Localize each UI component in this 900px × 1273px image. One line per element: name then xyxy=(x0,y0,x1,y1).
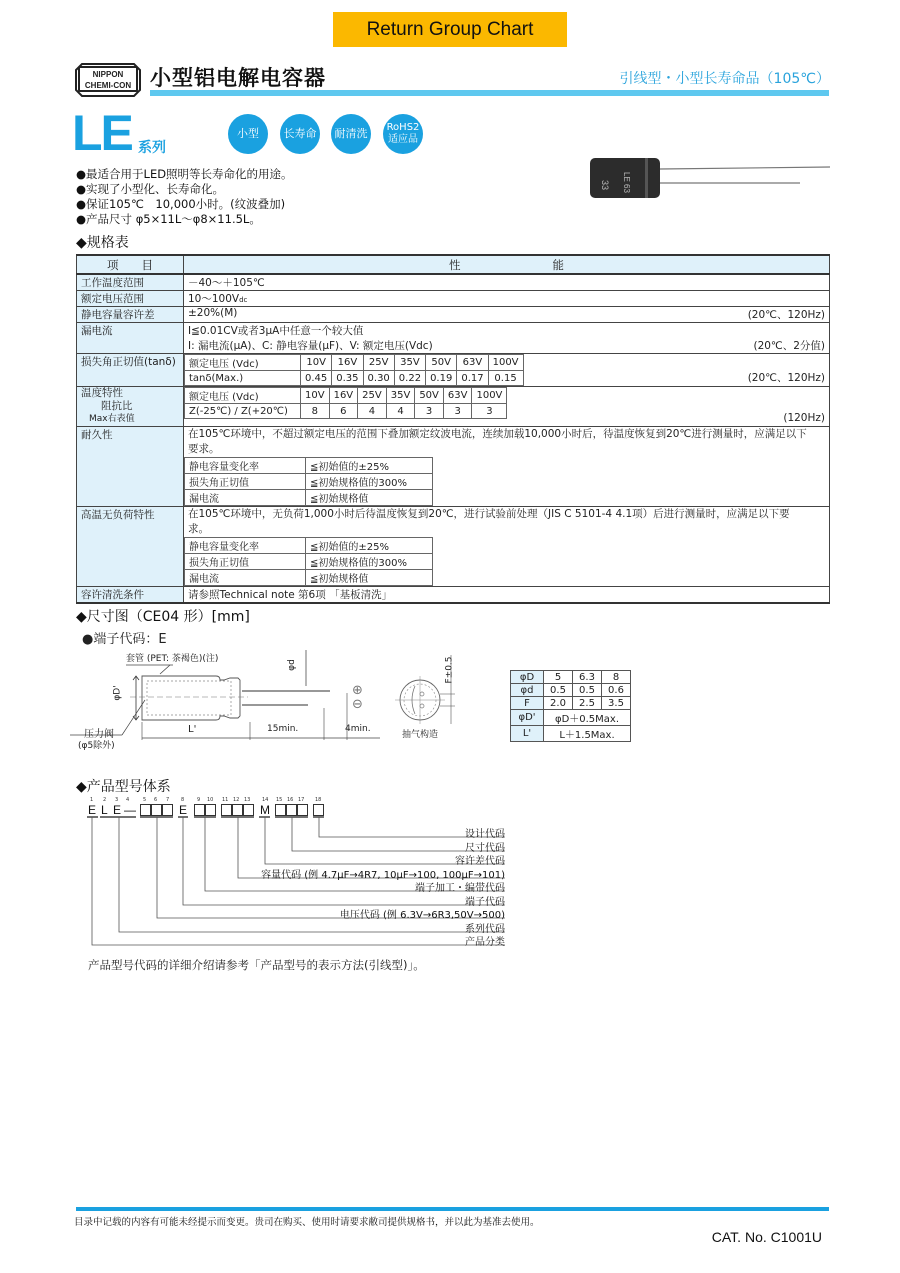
svg-text:33: 33 xyxy=(600,180,610,191)
position-number: 13 xyxy=(244,797,251,803)
cell: 6.3 xyxy=(573,671,602,684)
cell: 0.17 xyxy=(457,371,488,386)
cell: 4 xyxy=(358,404,387,419)
cell: 63V xyxy=(457,355,488,371)
position-number: 3 xyxy=(115,797,119,803)
cell: 50V xyxy=(415,388,444,404)
cell: 16V xyxy=(332,355,363,371)
position-number: 18 xyxy=(315,797,322,803)
cell: 漏电流 xyxy=(185,570,306,586)
row-value xyxy=(184,427,830,507)
cell: 静电容量变化率 xyxy=(185,458,306,474)
shelf-life-text: 在105℃环境中，无负荷1,000小时后待温度恢复到20℃，进行试验前处理（JIS C 5101-4 4.1项）后进行测量时，应满足以下要求。 xyxy=(188,508,790,535)
voltage-range-value: 10～100V xyxy=(188,293,240,305)
return-group-chart-button[interactable]: Return Group Chart xyxy=(333,12,567,47)
vent-note: (φ5除外) xyxy=(78,741,115,751)
lead-length-label: 15min. xyxy=(267,724,299,734)
series-name: LE xyxy=(72,105,132,161)
cell: 8 xyxy=(301,404,330,419)
impedance-ratio-table xyxy=(184,387,507,419)
z-ratio-label: Z(-25℃) / Z(+20℃) xyxy=(185,404,301,419)
page-title: 小型铝电解电容器 xyxy=(150,66,326,90)
position-number: 11 xyxy=(222,797,229,803)
pn-label-taping: 端子加工・编带代码 xyxy=(415,883,505,894)
cell: 10V xyxy=(301,355,332,371)
endurance-text: 在105℃环境中，不超过额定电压的范围下叠加额定纹波电流，连续加载10,000小时后，待温度恢复到20℃进行测量时，应满足以下要求。 xyxy=(188,428,807,455)
cell: φD＋0.5Max. xyxy=(544,710,631,726)
pn-label-capacitance: 容量代码 (例 4.7μF→4R7, 10μF→100, 100μF→101) xyxy=(261,870,505,881)
position-number: 1 xyxy=(90,797,94,803)
body-length-label: L' xyxy=(188,724,197,735)
feature-item: ●最适合用于LED照明等长寿命化的用途。 xyxy=(76,167,293,181)
pn-label-category: 产品分类 xyxy=(465,937,505,948)
condition-note: (120Hz) xyxy=(783,412,825,424)
position-number: 5 xyxy=(143,797,147,803)
cell: φD xyxy=(511,671,544,684)
row-value xyxy=(184,307,830,323)
temp-char-label-3: Max右表值 xyxy=(89,414,135,424)
logo-line-2: CHEMI-CON xyxy=(84,81,132,90)
position-number: 9 xyxy=(197,797,201,803)
f-tolerance-label: F±0.5 xyxy=(444,656,455,684)
tan-delta-table xyxy=(184,354,524,386)
pn-label-terminal: 端子代码 xyxy=(465,897,505,908)
spec-table xyxy=(76,254,830,604)
position-number: 8 xyxy=(181,797,185,803)
condition-note: (20℃、120Hz) xyxy=(747,309,825,321)
part-number-note: 产品型号代码的详细介绍请参考「产品型号的表示方法(引线型)」。 xyxy=(88,958,425,972)
shelf-life-table xyxy=(184,537,433,586)
pn-char-m: M xyxy=(260,803,270,817)
cell: 4 xyxy=(386,404,415,419)
cell: 10V xyxy=(301,388,330,404)
logo-line-1: NIPPON xyxy=(92,70,124,79)
cell: φD' xyxy=(511,710,544,726)
cell: 3 xyxy=(443,404,472,419)
pn-label-voltage: 电压代码 (例 6.3V→6R3,50V→500) xyxy=(339,910,505,921)
cell: 0.5 xyxy=(544,684,573,697)
position-number: 16 xyxy=(287,797,294,803)
badge-compact: 小型 xyxy=(228,114,268,154)
badge-solvent-proof: 耐清洗 xyxy=(331,114,371,154)
pn-char-l: L xyxy=(101,803,108,817)
col-item-header: 项 目 xyxy=(77,255,184,274)
pn-char-dash: — xyxy=(124,803,136,817)
terminal-code: ●端子代码：E xyxy=(82,632,167,647)
tan-voltage-label: 额定电压 (Vdc) xyxy=(185,355,301,371)
row-value xyxy=(184,387,830,427)
row-label: 容许清洗条件 xyxy=(77,587,184,604)
cell: L' xyxy=(511,726,544,742)
logo-text xyxy=(78,66,138,92)
z-voltage-label: 额定电压 (Vdc) xyxy=(185,388,301,404)
cell: F xyxy=(511,697,544,710)
pn-char-e: E xyxy=(179,803,188,817)
cell: 0.30 xyxy=(363,371,394,386)
pn-char-e: E xyxy=(88,803,97,817)
row-label: 工作温度范围 xyxy=(77,274,184,291)
cell: 损失角正切值 xyxy=(185,474,306,490)
cell: 25V xyxy=(363,355,394,371)
row-value xyxy=(184,354,830,387)
leakage-line-1: I≦0.01CV或者3μA中任意一个较大值 xyxy=(188,325,364,337)
position-number: 4 xyxy=(126,797,130,803)
spec-heading: ◆规格表 xyxy=(76,235,129,251)
cell: 0.5 xyxy=(573,684,602,697)
row-value xyxy=(184,323,830,354)
footer-disclaimer: 目录中记载的内容有可能未经提示而变更。贵司在购买、使用时请要求敝司提供规格书，并以此为基准去使用。 xyxy=(74,1217,540,1228)
cell: 0.22 xyxy=(394,371,425,386)
feature-list xyxy=(76,167,293,227)
nippon-chemi-con-logo xyxy=(74,62,142,98)
feature-item: ●实现了小型化、长寿命化。 xyxy=(76,182,225,196)
row-value xyxy=(184,507,830,587)
row-label xyxy=(77,387,184,427)
cell: ≦初始规格值 xyxy=(306,570,433,586)
vent-label: 压力阀 xyxy=(84,729,114,740)
cell: 损失角正切值 xyxy=(185,554,306,570)
pn-label-design: 设计代码 xyxy=(465,829,505,840)
cell: 100V xyxy=(488,355,523,371)
position-number: 17 xyxy=(298,797,305,803)
leakage-line-2: I: 漏电流(μA)、C: 静电容量(μF)、V: 额定电压(Vdc) xyxy=(188,340,433,352)
page-subtitle: 引线型・小型长寿命品（105℃） xyxy=(619,71,830,87)
pn-label-series: 系列代码 xyxy=(465,924,505,935)
row-value: 请参照Technical note 第6项 「基板清洗」 xyxy=(184,587,830,604)
position-number: 6 xyxy=(154,797,158,803)
cell: ≦初始值的±25% xyxy=(306,538,433,554)
cell: 8 xyxy=(602,671,631,684)
body-diameter-label: φD' xyxy=(112,685,123,701)
pn-char-e: E xyxy=(113,803,122,817)
cell: 0.19 xyxy=(426,371,457,386)
position-number: 14 xyxy=(262,797,269,803)
feature-item: ●保证105℃ 10,000小时。(纹波叠加) xyxy=(76,197,286,211)
cell: ≦初始值的±25% xyxy=(306,458,433,474)
position-number: 12 xyxy=(233,797,240,803)
catalog-number: CAT. No. C1001U xyxy=(711,1229,822,1245)
feature-item: ●产品尺寸 φ5×11L～φ8×11.5L。 xyxy=(76,212,261,226)
position-number: 15 xyxy=(276,797,283,803)
cell: L＋1.5Max. xyxy=(544,726,631,742)
cell: ≦初始规格值的300% xyxy=(306,554,433,570)
condition-note: (20℃、2分值) xyxy=(753,340,825,352)
cell: 5 xyxy=(544,671,573,684)
vent-structure-label: 抽气构造 xyxy=(402,730,439,740)
cell: 16V xyxy=(329,388,358,404)
plus-terminal-icon: ⊕ xyxy=(352,683,363,698)
tan-max-label: tanδ(Max.) xyxy=(185,371,301,386)
sleeve-label: 套管 (PET: 茶褐色)(注) xyxy=(126,654,219,664)
lead-end-label: 4min. xyxy=(345,724,371,734)
pn-label-size: 尺寸代码 xyxy=(465,843,505,854)
row-label: 耐久性 xyxy=(77,427,184,507)
badge-long-life: 长寿命 xyxy=(280,114,320,154)
row-label: 漏电流 xyxy=(77,323,184,354)
cell: 2.5 xyxy=(573,697,602,710)
cell: 0.35 xyxy=(332,371,363,386)
svg-text:LE 63: LE 63 xyxy=(622,172,631,193)
cell: 35V xyxy=(386,388,415,404)
cell: ≦初始规格值 xyxy=(306,490,433,506)
footer-divider xyxy=(76,1207,829,1211)
title-divider xyxy=(150,90,829,96)
row-label: 静电容量容许差 xyxy=(77,307,184,323)
part-number-heading: ◆产品型号体系 xyxy=(76,779,171,795)
pn-label-tolerance: 容许差代码 xyxy=(455,856,505,867)
row-value xyxy=(184,291,830,307)
cap-tol-value: ±20%(M) xyxy=(188,307,238,319)
cell: 漏电流 xyxy=(185,490,306,506)
series-suffix: 系列 xyxy=(138,140,166,156)
badge-rohs2: RoHS2 适应品 xyxy=(383,114,423,154)
cell: 6 xyxy=(329,404,358,419)
row-label: 额定电压范围 xyxy=(77,291,184,307)
cell: 100V xyxy=(472,388,507,404)
cell: 35V xyxy=(394,355,425,371)
col-perf-header: 性 能 xyxy=(184,255,830,274)
cell: 0.45 xyxy=(301,371,332,386)
cell: 0.15 xyxy=(488,371,523,386)
cell: 25V xyxy=(358,388,387,404)
position-number: 2 xyxy=(103,797,107,803)
row-value: －40～＋105℃ xyxy=(184,274,830,291)
cell: ≦初始规格值的300% xyxy=(306,474,433,490)
cell: φd xyxy=(511,684,544,697)
position-number: 7 xyxy=(166,797,170,803)
cell: 2.0 xyxy=(544,697,573,710)
cell: 3 xyxy=(415,404,444,419)
temp-char-label-2: 阻抗比 xyxy=(101,400,133,412)
dimensions-heading: ◆尺寸图（CE04 形）[mm] xyxy=(76,609,250,625)
lead-diameter-label: φd xyxy=(286,659,297,671)
cell: 3 xyxy=(472,404,507,419)
cell: 3.5 xyxy=(602,697,631,710)
dimension-table xyxy=(510,670,631,742)
row-label: 损失角正切值(tanδ) xyxy=(77,354,184,387)
cell: 静电容量变化率 xyxy=(185,538,306,554)
position-number: 10 xyxy=(207,797,214,803)
temp-char-label: 温度特性 xyxy=(81,387,123,399)
cell: 50V xyxy=(426,355,457,371)
cell: 0.6 xyxy=(602,684,631,697)
cell: 63V xyxy=(443,388,472,404)
capacitor-photo xyxy=(580,150,835,205)
voltage-range-unit: dc xyxy=(239,296,248,304)
row-label: 高温无负荷特性 xyxy=(77,507,184,587)
endurance-table xyxy=(184,457,433,506)
condition-note: (20℃、120Hz) xyxy=(747,372,825,384)
minus-terminal-icon: ⊖ xyxy=(352,697,363,712)
